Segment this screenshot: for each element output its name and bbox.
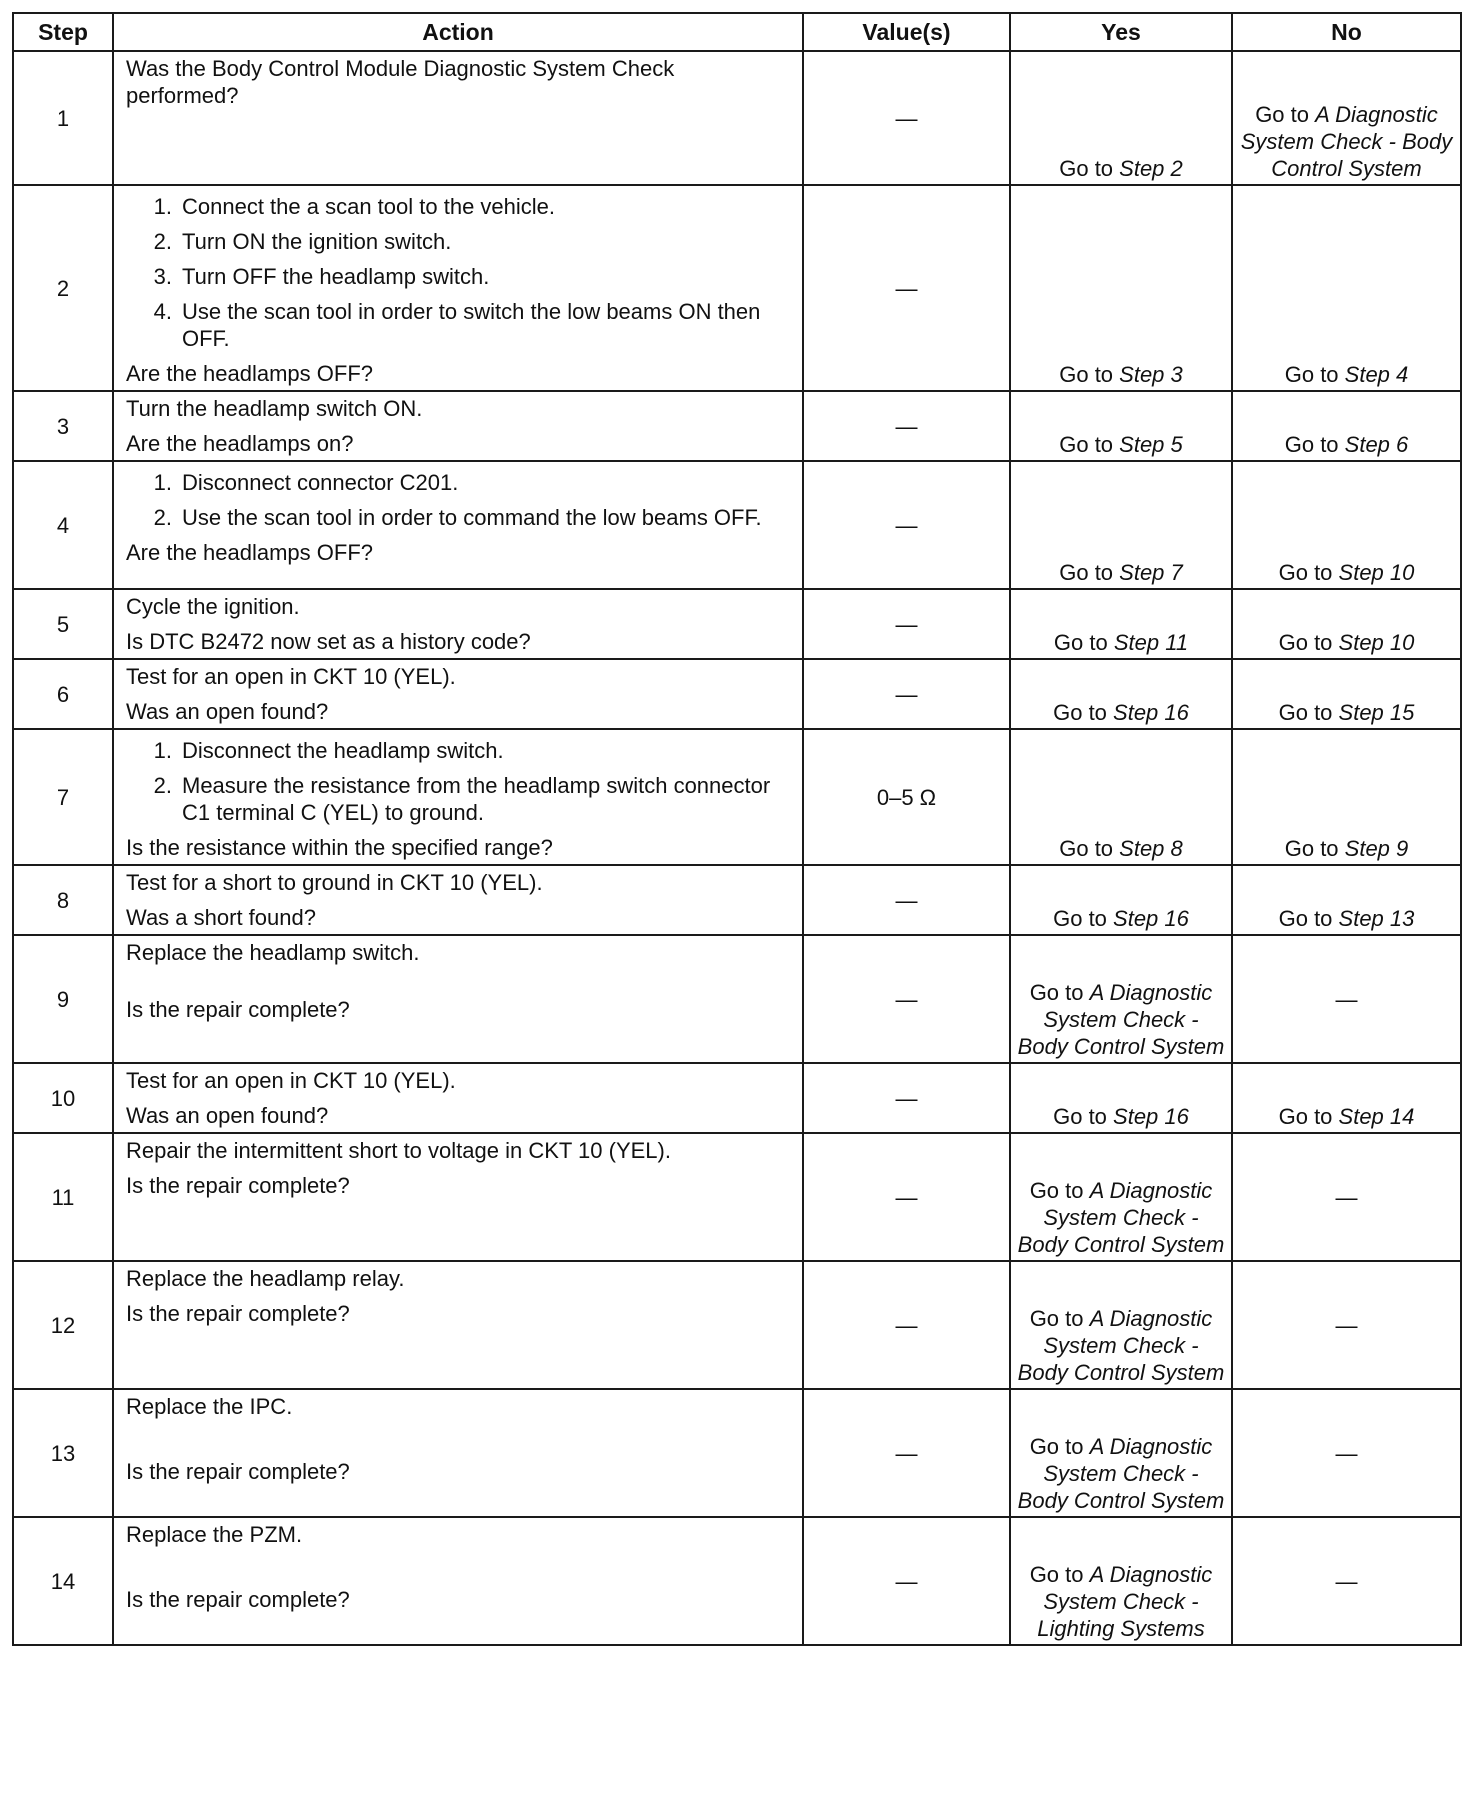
yes-prefix: Go to xyxy=(1059,156,1120,181)
table-row xyxy=(13,1517,1461,1645)
step-number: 14 xyxy=(13,1517,113,1645)
yes-cell xyxy=(1010,589,1232,659)
value-cell: — xyxy=(803,391,1010,461)
yes-target: Step 3 xyxy=(1119,362,1183,387)
action-cell xyxy=(113,1517,803,1645)
table-row xyxy=(13,1261,1461,1389)
step-number: 3 xyxy=(13,391,113,461)
action-text: Replace the PZM. xyxy=(126,1522,303,1547)
value-cell: — xyxy=(803,1517,1010,1645)
no-cell xyxy=(1232,935,1461,1063)
numbered-list xyxy=(126,193,792,352)
yes-cell xyxy=(1010,865,1232,935)
list-item-text: Turn OFF the headlamp switch. xyxy=(182,264,490,289)
table-row xyxy=(13,865,1461,935)
yes-prefix: Go to xyxy=(1059,432,1120,457)
yes-cell xyxy=(1010,729,1232,865)
step-number: 9 xyxy=(13,935,113,1063)
yes-target: A Diagnostic System Check - Lighting Systems xyxy=(1037,1562,1213,1641)
no-target: Step 4 xyxy=(1344,362,1409,387)
action-question: Is the repair complete? xyxy=(126,997,350,1022)
yes-cell xyxy=(1010,935,1232,1063)
yes-cell xyxy=(1010,51,1232,185)
no-prefix: Go to xyxy=(1278,1104,1339,1129)
action-question: Are the headlamps OFF? xyxy=(126,361,374,386)
diagnostic-procedure-document xyxy=(12,12,1460,1646)
step-number: 2 xyxy=(13,185,113,391)
action-cell xyxy=(113,589,803,659)
no-text: — xyxy=(1335,1568,1358,1594)
action-question: Are the headlamps OFF? xyxy=(126,540,374,565)
list-item xyxy=(126,228,792,255)
step-number: 1 xyxy=(13,51,113,185)
header-values: Value(s) xyxy=(803,13,1010,51)
table-row xyxy=(13,1063,1461,1133)
action-cell xyxy=(113,865,803,935)
action-text: Cycle the ignition. xyxy=(126,594,300,619)
action-cell xyxy=(113,185,803,391)
list-item xyxy=(126,772,792,826)
step-number: 10 xyxy=(13,1063,113,1133)
diagnostic-steps-table xyxy=(12,12,1462,1646)
yes-cell xyxy=(1010,1389,1232,1517)
list-item-text: Connect the a scan tool to the vehicle. xyxy=(182,194,556,219)
no-cell xyxy=(1232,865,1461,935)
yes-prefix: Go to xyxy=(1029,980,1090,1005)
no-target: Step 13 xyxy=(1338,906,1415,931)
action-question: Is the repair complete? xyxy=(126,1459,350,1484)
no-prefix: Go to xyxy=(1284,432,1345,457)
action-question: Is DTC B2472 now set as a history code? xyxy=(126,629,531,654)
no-text: — xyxy=(1335,986,1358,1012)
no-prefix: Go to xyxy=(1284,836,1345,861)
action-text: Test for a short to ground in CKT 10 (YEL). xyxy=(126,870,543,895)
action-text: Replace the headlamp switch. xyxy=(126,940,420,965)
yes-target: A Diagnostic System Check - Body Control System xyxy=(1017,1178,1225,1257)
no-prefix: Go to xyxy=(1278,700,1339,725)
action-text: Test for an open in CKT 10 (YEL). xyxy=(126,664,456,689)
no-target: Step 15 xyxy=(1338,700,1415,725)
action-cell xyxy=(113,935,803,1063)
no-prefix: Go to xyxy=(1255,102,1316,127)
no-target: Step 14 xyxy=(1338,1104,1415,1129)
no-cell xyxy=(1232,589,1461,659)
no-prefix: Go to xyxy=(1284,362,1345,387)
yes-cell xyxy=(1010,1517,1232,1645)
list-item-number: 2. xyxy=(153,505,172,530)
action-question: Was a short found? xyxy=(126,905,316,930)
step-number: 8 xyxy=(13,865,113,935)
list-item-text: Measure the resistance from the headlamp switch connector C1 terminal C (YEL) to ground. xyxy=(182,773,771,825)
no-text: — xyxy=(1335,1184,1358,1210)
list-item xyxy=(126,469,792,496)
numbered-list xyxy=(126,469,792,531)
list-item-number: 1. xyxy=(153,738,172,763)
table-row xyxy=(13,391,1461,461)
action-cell xyxy=(113,1133,803,1261)
table-row xyxy=(13,589,1461,659)
table-row xyxy=(13,51,1461,185)
value-cell: — xyxy=(803,185,1010,391)
yes-prefix: Go to xyxy=(1059,836,1120,861)
list-item-text: Disconnect the headlamp switch. xyxy=(182,738,504,763)
action-cell xyxy=(113,51,803,185)
table-body xyxy=(13,51,1461,1645)
list-item-text: Turn ON the ignition switch. xyxy=(182,229,452,254)
action-cell xyxy=(113,729,803,865)
table-row xyxy=(13,1389,1461,1517)
action-text: Was the Body Control Module Diagnostic System Check performed? xyxy=(126,56,675,108)
yes-target: A Diagnostic System Check - Body Control System xyxy=(1017,980,1225,1059)
table-row xyxy=(13,659,1461,729)
step-number: 5 xyxy=(13,589,113,659)
action-cell xyxy=(113,461,803,589)
yes-target: Step 2 xyxy=(1119,156,1183,181)
no-prefix: Go to xyxy=(1278,560,1339,585)
yes-prefix: Go to xyxy=(1029,1306,1090,1331)
action-cell xyxy=(113,659,803,729)
yes-prefix: Go to xyxy=(1053,906,1114,931)
no-target: Step 10 xyxy=(1338,630,1415,655)
action-cell xyxy=(113,1063,803,1133)
header-no: No xyxy=(1232,13,1461,51)
no-cell xyxy=(1232,185,1461,391)
no-cell xyxy=(1232,1389,1461,1517)
list-item xyxy=(126,737,792,764)
yes-prefix: Go to xyxy=(1053,630,1114,655)
no-cell xyxy=(1232,1133,1461,1261)
table-row xyxy=(13,935,1461,1063)
yes-cell xyxy=(1010,1063,1232,1133)
yes-prefix: Go to xyxy=(1059,362,1120,387)
list-item-text: Use the scan tool in order to switch the low beams ON then OFF. xyxy=(182,299,761,351)
no-cell xyxy=(1232,729,1461,865)
list-item-number: 2. xyxy=(153,229,172,254)
value-cell: — xyxy=(803,461,1010,589)
yes-target: Step 16 xyxy=(1113,906,1189,931)
yes-target: Step 11 xyxy=(1113,630,1189,655)
table-header-row xyxy=(13,13,1461,51)
list-item-number: 1. xyxy=(153,194,172,219)
no-text: — xyxy=(1335,1312,1358,1338)
action-text: Replace the headlamp relay. xyxy=(126,1266,405,1291)
no-cell xyxy=(1232,1063,1461,1133)
value-cell: — xyxy=(803,1133,1010,1261)
yes-target: A Diagnostic System Check - Body Control System xyxy=(1017,1306,1225,1385)
yes-cell xyxy=(1010,391,1232,461)
action-question: Is the resistance within the specified range? xyxy=(126,835,553,860)
yes-prefix: Go to xyxy=(1059,560,1120,585)
yes-prefix: Go to xyxy=(1029,1562,1090,1587)
action-text: Turn the headlamp switch ON. xyxy=(126,396,423,421)
action-question: Is the repair complete? xyxy=(126,1301,350,1326)
value-cell: 0–5 Ω xyxy=(803,729,1010,865)
no-cell xyxy=(1232,659,1461,729)
list-item xyxy=(126,263,792,290)
table-row xyxy=(13,1133,1461,1261)
step-number: 6 xyxy=(13,659,113,729)
step-number: 13 xyxy=(13,1389,113,1517)
yes-cell xyxy=(1010,1261,1232,1389)
list-item-number: 4. xyxy=(153,299,172,324)
yes-target: Step 7 xyxy=(1119,560,1183,585)
no-cell xyxy=(1232,1517,1461,1645)
value-cell: — xyxy=(803,589,1010,659)
yes-target: Step 5 xyxy=(1119,432,1183,457)
action-cell xyxy=(113,1389,803,1517)
list-item xyxy=(126,193,792,220)
no-prefix: Go to xyxy=(1278,630,1339,655)
value-cell: — xyxy=(803,659,1010,729)
list-item xyxy=(126,504,792,531)
list-item-text: Use the scan tool in order to command the low beams OFF. xyxy=(182,505,762,530)
action-question: Are the headlamps on? xyxy=(126,431,354,456)
value-cell: — xyxy=(803,935,1010,1063)
header-action: Action xyxy=(113,13,803,51)
value-cell: — xyxy=(803,51,1010,185)
no-text: — xyxy=(1335,1440,1358,1466)
list-item-text: Disconnect connector C201. xyxy=(182,470,459,495)
yes-target: Step 16 xyxy=(1113,1104,1189,1129)
no-target: Step 10 xyxy=(1338,560,1415,585)
step-number: 12 xyxy=(13,1261,113,1389)
yes-cell xyxy=(1010,185,1232,391)
yes-cell xyxy=(1010,461,1232,589)
no-target: Step 6 xyxy=(1344,432,1409,457)
action-cell xyxy=(113,391,803,461)
yes-target: A Diagnostic System Check - Body Control System xyxy=(1017,1434,1225,1513)
action-cell xyxy=(113,1261,803,1389)
action-text: Test for an open in CKT 10 (YEL). xyxy=(126,1068,456,1093)
table-row xyxy=(13,185,1461,391)
list-item-number: 3. xyxy=(153,264,172,289)
value-cell: — xyxy=(803,1063,1010,1133)
no-cell xyxy=(1232,391,1461,461)
action-question: Is the repair complete? xyxy=(126,1173,350,1198)
yes-target: Step 16 xyxy=(1113,700,1189,725)
value-cell: — xyxy=(803,865,1010,935)
yes-cell xyxy=(1010,1133,1232,1261)
no-cell xyxy=(1232,51,1461,185)
list-item-number: 2. xyxy=(153,773,172,798)
list-item-number: 1. xyxy=(153,470,172,495)
yes-prefix: Go to xyxy=(1053,1104,1114,1129)
step-number: 11 xyxy=(13,1133,113,1261)
action-text: Replace the IPC. xyxy=(126,1394,293,1419)
yes-prefix: Go to xyxy=(1029,1434,1090,1459)
no-cell xyxy=(1232,461,1461,589)
table-row xyxy=(13,729,1461,865)
action-question: Was an open found? xyxy=(126,1103,329,1128)
header-yes: Yes xyxy=(1010,13,1232,51)
no-prefix: Go to xyxy=(1278,906,1339,931)
step-number: 7 xyxy=(13,729,113,865)
yes-target: Step 8 xyxy=(1119,836,1183,861)
header-step: Step xyxy=(13,13,113,51)
yes-prefix: Go to xyxy=(1029,1178,1090,1203)
action-text: Repair the intermittent short to voltage in CKT 10 (YEL). xyxy=(126,1138,671,1163)
action-question: Is the repair complete? xyxy=(126,1587,350,1612)
no-cell xyxy=(1232,1261,1461,1389)
list-item xyxy=(126,298,792,352)
value-cell: — xyxy=(803,1261,1010,1389)
yes-prefix: Go to xyxy=(1053,700,1114,725)
action-question: Was an open found? xyxy=(126,699,329,724)
numbered-list xyxy=(126,737,792,826)
no-target: A Diagnostic System Check - Body Control System xyxy=(1240,102,1453,181)
value-cell: — xyxy=(803,1389,1010,1517)
yes-cell xyxy=(1010,659,1232,729)
step-number: 4 xyxy=(13,461,113,589)
no-target: Step 9 xyxy=(1344,836,1409,861)
table-row xyxy=(13,461,1461,589)
